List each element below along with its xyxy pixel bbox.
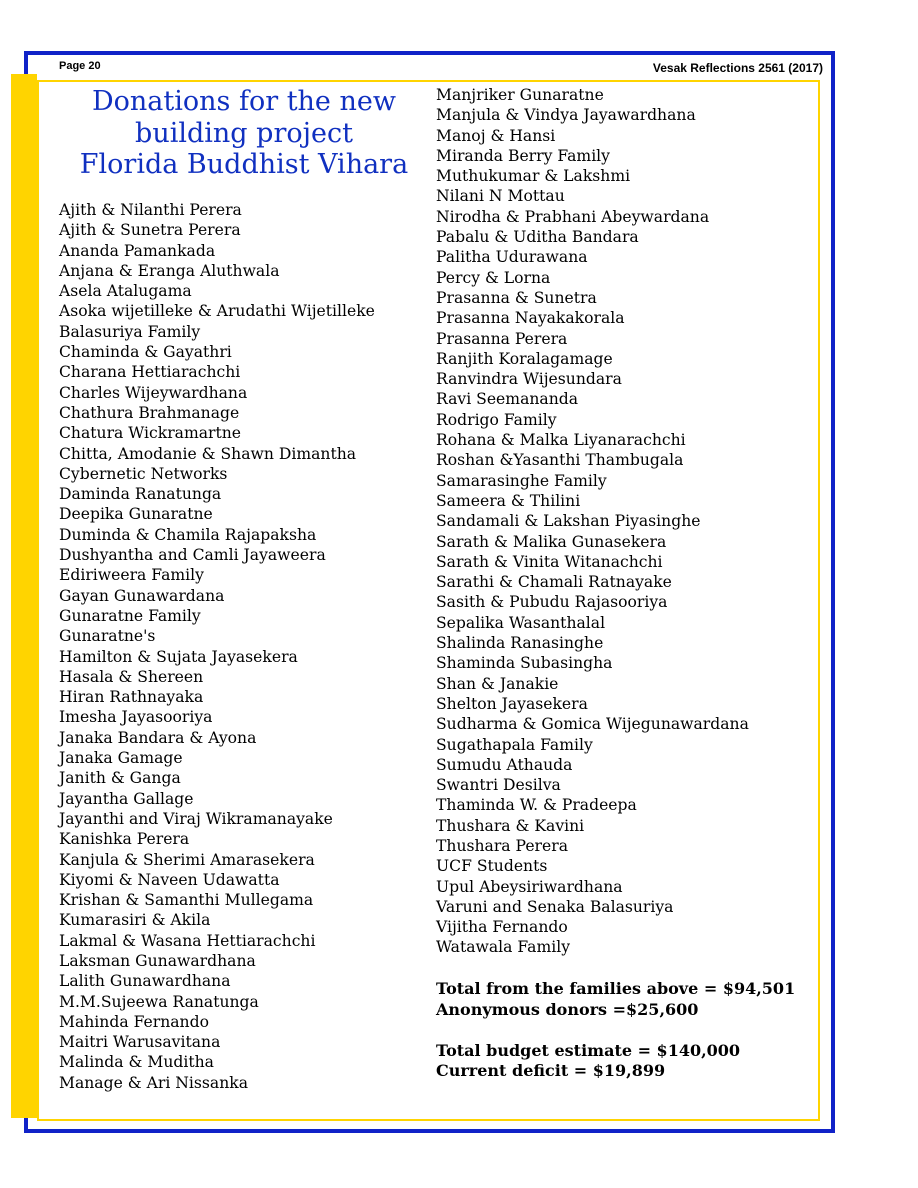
donor-name: Miranda Berry Family [436,146,610,165]
donor-list-left [59,200,375,1093]
donor-name: Cybernetic Networks [59,464,228,483]
summary-spacer [436,1020,795,1041]
donation-summary [436,979,795,1082]
donor-name: Imesha Jayasooriya [59,708,213,727]
title-line-3: Florida Buddhist Vihara [79,149,409,180]
title-line-2: building project [135,117,353,149]
donor-name: Laksman Gunawardhana [59,951,256,970]
donor-name: Mahinda Fernando [59,1012,209,1031]
donor-name: Malinda & Muditha [59,1053,214,1072]
donor-name: Shaminda Subasingha [436,654,613,673]
donor-name: Anjana & Eranga Aluthwala [59,261,280,280]
donor-name: Hamilton & Sujata Jayasekera [59,647,298,666]
donor-name: Ediriweera Family [59,566,204,585]
donor-name: Rodrigo Family [436,410,557,429]
donor-name: Sasith & Pubudu Rajasooriya [436,593,668,612]
donor-name: Prasanna & Sunetra [436,288,597,307]
donor-name: Thushara & Kavini [436,816,585,835]
current-deficit: Current deficit = $19,899 [436,1061,666,1080]
donor-name: Dushyantha and Camli Jayaweera [59,546,326,565]
donor-list-right [436,85,749,958]
donor-name: Chathura Brahmanage [59,403,240,422]
donor-name: Ravi Seemananda [436,390,579,409]
donor-name: Thushara Perera [436,836,568,855]
donor-name: Charana Hettiarachchi [59,363,241,382]
donor-name: Percy & Lorna [436,268,551,287]
donor-name: Nilani N Mottau [436,187,565,206]
donor-name: Kanjula & Sherimi Amarasekera [59,850,315,869]
donor-name: Upul Abeysiriwardhana [436,877,623,896]
donor-name: Manage & Ari Nissanka [59,1073,248,1092]
budget-estimate: Total budget estimate = $140,000 [436,1040,741,1060]
donor-name: Sameera & Thilini [436,491,581,510]
donor-name: Lalith Gunawardhana [59,972,231,991]
donor-name: Varuni and Senaka Balasuriya [436,897,674,916]
donor-name: Hiran Rathnayaka [59,688,204,707]
donor-name: Shalinda Ranasinghe [436,634,604,653]
donor-name: Samarasinghe Family [436,471,607,490]
donor-name: Shelton Jayasekera [436,694,588,713]
donor-name: Kumarasiri & Akila [59,911,211,930]
page-title [59,86,429,181]
donor-name: Daminda Ranatunga [59,485,222,504]
donor-name: Kanishka Perera [59,830,190,849]
donor-name: Prasanna Nayakakorala [436,309,625,328]
donor-name: Janaka Gamage [59,749,183,768]
yellow-side-bar [11,74,37,1118]
donor-name: Deepika Gunaratne [59,505,213,524]
families-total: Total from the families above = $94,501 [436,979,796,998]
donor-name: Swantri Desilva [436,776,561,795]
publication-title: Vesak Reflections 2561 (2017) [652,61,823,75]
donor-name: M.M.Sujeewa Ranatunga [59,992,259,1011]
donor-name: Gunaratne Family [59,606,201,625]
donor-name: Sarath & Vinita Witanachchi [436,552,663,571]
donor-name: Prasanna Perera [436,329,568,348]
donor-name: Gunaratne's [59,627,156,646]
donor-name: Asela Atalugama [59,282,192,301]
donor-name: Asoka wijetilleke & Arudathi Wijetilleke [59,302,375,321]
donor-name: Rohana & Malka Liyanarachchi [436,431,686,450]
donor-name: Manjula & Vindya Jayawardhana [436,106,696,125]
donor-name: Ranjith Koralagamage [436,349,613,368]
donor-name: Vijitha Fernando [436,918,568,937]
donor-name: Hasala & Shereen [59,667,204,686]
donor-name: Sarathi & Chamali Ratnayake [436,573,672,592]
donor-name: Jayanthi and Viraj Wikramanayake [59,809,333,828]
donor-name: Gayan Gunawardana [59,586,225,605]
donor-name: UCF Students [436,857,548,876]
donor-name: Shan & Janakie [436,674,559,693]
donor-name: Jayantha Gallage [59,789,194,808]
donor-name: Janith & Ganga [59,769,181,788]
donor-name: Sudharma & Gomica Wijegunawardana [436,715,749,734]
donor-name: Charles Wijeywardhana [59,383,248,402]
donor-name: Lakmal & Wasana Hettiarachchi [59,931,316,950]
donor-name: Nirodha & Prabhani Abeywardana [436,207,710,226]
donor-name: Chatura Wickramartne [59,424,242,443]
donor-name: Palitha Udurawana [436,248,588,267]
anonymous-donors: Anonymous donors =$25,600 [436,999,699,1019]
donor-name: Sumudu Athauda [436,755,573,774]
donor-name: Kiyomi & Naveen Udawatta [59,870,280,889]
donor-name: Sarath & Malika Gunasekera [436,532,667,551]
donor-name: Manjriker Gunaratne [436,86,604,104]
donor-name: Sepalika Wasanthalal [436,613,606,632]
donor-name: Ajith & Nilanthi Perera [59,201,242,219]
title-line-1: Donations for the new [92,86,396,117]
donor-name: Roshan &Yasanthi Thambugala [436,451,684,470]
donor-name: Maitri Warusavitana [59,1033,221,1052]
donor-name: Sandamali & Lakshan Piyasinghe [436,512,701,531]
donor-name: Chitta, Amodanie & Shawn Dimantha [59,444,357,463]
donor-name: Thaminda W. & Pradeepa [436,796,637,815]
donor-name: Balasuriya Family [59,322,201,341]
donor-name: Ajith & Sunetra Perera [59,221,241,240]
donor-name: Muthukumar & Lakshmi [436,167,631,186]
donor-name: Ananda Pamankada [59,241,216,260]
page-number: Page 20 [59,60,101,72]
donor-name: Pabalu & Uditha Bandara [436,228,639,247]
donor-name: Sugathapala Family [436,735,593,754]
donor-name: Ranvindra Wijesundara [436,370,622,389]
donor-name: Duminda & Chamila Rajapaksha [59,525,317,544]
donor-name: Janaka Bandara & Ayona [59,728,257,747]
donor-name: Manoj & Hansi [436,126,556,145]
donor-name: Chaminda & Gayathri [59,343,232,362]
donor-name: Krishan & Samanthi Mullegama [59,891,314,910]
donor-name: Watawala Family [436,938,571,957]
